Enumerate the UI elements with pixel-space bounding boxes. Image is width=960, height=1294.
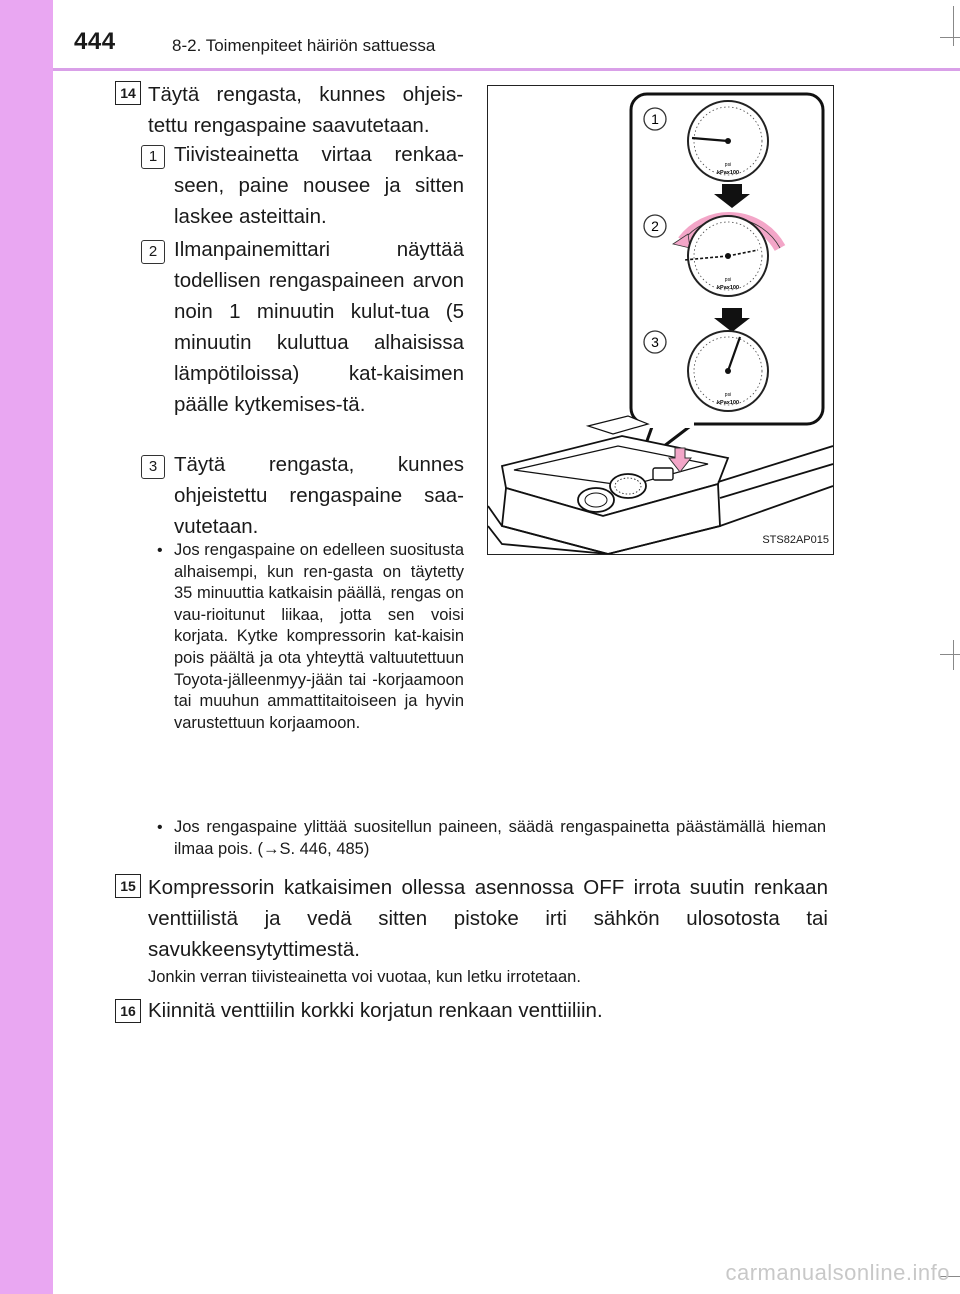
sub-step-badge-2: 2 xyxy=(141,240,165,264)
bullet-high-pressure: Jos rengaspaine ylittää suositellun paineen, säädä rengaspainetta päästämällä hieman ilmaa pois. (→S. 446, 485) xyxy=(174,818,826,858)
callout-1 xyxy=(644,108,666,130)
section-title: 8-2. Toimenpiteet häiriön sattuessa xyxy=(172,36,436,55)
bullet-dot: • xyxy=(157,819,163,836)
sub-step-3-text: Täytä rengasta, kunnes ohjeistettu rengaspaine saa-vutetaan. xyxy=(174,453,464,538)
page-number: 444 xyxy=(74,28,116,55)
crop-mark xyxy=(940,37,960,38)
svg-text:kPax100: kPax100 xyxy=(716,285,740,291)
svg-text:1: 1 xyxy=(651,111,659,127)
sub-step-2-text: Ilmanpainemittari näyttää todellisen rengaspaineen arvon noin 1 minuutin kulut-tua (5 minuutin kuluttua alhaisissa lämpötiloissa) kat-kaisimen päälle kytkemises-tä. xyxy=(174,238,464,416)
watermark: carmanualsonline.info xyxy=(725,1260,950,1285)
svg-text:kPax100: kPax100 xyxy=(716,170,740,176)
header-rule xyxy=(53,68,960,71)
step-badge-15: 15 xyxy=(115,874,141,898)
step-badge-16: 16 xyxy=(115,999,141,1023)
figure-code: STS82AP015 xyxy=(762,534,829,546)
step16-text: Kiinnitä venttiilin korkki korjatun renkaan venttiiliin. xyxy=(148,999,603,1022)
gauge-illustration xyxy=(488,86,833,554)
svg-text:2: 2 xyxy=(651,218,659,234)
gauge-1 xyxy=(688,101,768,181)
callout-2 xyxy=(644,215,666,237)
svg-text:3: 3 xyxy=(651,334,659,350)
gauge-3 xyxy=(688,331,768,411)
svg-text:psi: psi xyxy=(724,277,732,283)
step15-text: Kompressorin katkaisimen ollessa asennossa OFF irrota suutin renkaan venttiilistä ja vedä sitten pistoke irti sähkön ulosotosta tai savukkeensytyttimestä. xyxy=(148,876,828,961)
compressor-gauge-figure xyxy=(487,85,834,555)
sub-step-badge-1: 1 xyxy=(141,145,165,169)
sub-step-badge-3: 3 xyxy=(141,455,165,479)
step15-note: Jonkin verran tiivisteainetta voi vuotaa, kun letku irrotetaan. xyxy=(148,968,581,986)
svg-text:psi: psi xyxy=(724,162,732,168)
step14-text: Täytä rengasta, kunnes ohjeis-tettu rengaspaine saavutetaan. xyxy=(148,83,463,137)
bullet-dot: • xyxy=(157,542,163,559)
callout-3 xyxy=(644,331,666,353)
bullet-low-pressure: Jos rengaspaine on edelleen suositusta alhaisempi, kun ren-gasta on täytetty 35 minuuttia katkaisin päällä, rengas on vau-rioitunut liikaa, jotta sen voisi korjata. Kytke kompressorin kat-kaisin pois päältä ja ota yhteyttä valtuutettuun Toyota-jälleenmyy-jään tai -korjaamoon tai muuhun ammattitaitoiseen ja hyvin varustettuun korjaamoon. xyxy=(174,541,464,732)
crop-mark xyxy=(953,6,954,46)
svg-text:psi: psi xyxy=(724,392,732,398)
sub-step-1-text: Tiivisteainetta virtaa renkaa-seen, paine nousee ja sitten laskee asteittain. xyxy=(174,143,464,228)
side-tab xyxy=(0,0,53,1294)
step-badge-14: 14 xyxy=(115,81,141,105)
crop-mark xyxy=(953,640,954,670)
crop-mark xyxy=(940,654,960,655)
svg-text:kPax100: kPax100 xyxy=(716,400,740,406)
